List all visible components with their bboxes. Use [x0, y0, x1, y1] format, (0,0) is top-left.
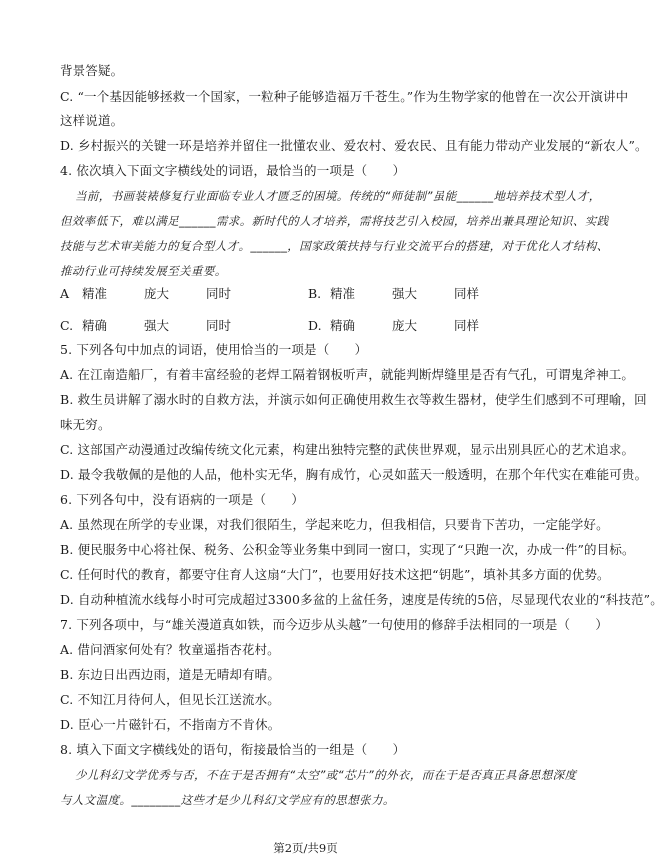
- option-word: 庞大: [143, 286, 169, 301]
- option-word: 精准: [81, 286, 107, 301]
- question-7-stem: 7. 下列各项中，与“雄关漫道真如铁，而今迈步从头越”一句使用的修辞手法相同的一项是（ ）: [60, 617, 609, 632]
- passage-line: 但效率低下，难以满足______需求。新时代的人才培养，需将技艺引入校园，培养出兼具理论知识、实践: [60, 214, 609, 228]
- q6-option-d: D. 自动种植流水线每小时可完成超过3300多盆的上盆任务，速度是传统的5倍，尽显现代农业的“科技范”。: [60, 592, 663, 607]
- question-5-stem: 5. 下列各句中加点的词语，使用恰当的一项是（ ）: [60, 342, 368, 357]
- q5-option-b: B. 救生员讲解了溺水时的自救方法，并演示如何正确使用救生衣等救生器材，使学生们感到不可理喻，回: [60, 392, 647, 407]
- option-word: 同时: [205, 318, 231, 333]
- passage-line: 技能与艺术审美能力的复合型人才。______，国家政策扶持与行业交流平台的搭建，对于优化人才结构、: [60, 239, 609, 253]
- text-line: 这样说道。: [60, 113, 124, 128]
- q7-option-d: D. 臣心一片磁针石，不指南方不肯休。: [60, 717, 281, 732]
- option-key: A: [60, 286, 70, 301]
- passage-line: 与人文温度。________这些才是少儿科幻文学应有的思想张力。: [60, 793, 395, 807]
- q6-option-a: A. 虽然现在所学的专业课，对我们很陌生，学起来吃力，但我相信，只要肯下苦功，一定能学好。: [60, 517, 609, 532]
- option-key: B.: [308, 286, 322, 301]
- text-line: 味无穷。: [60, 417, 111, 432]
- option-key: D.: [308, 318, 322, 333]
- option-key: C.: [60, 318, 74, 333]
- q5-option-c: C. 这部国产动漫通过改编传统文化元素，构建出独特完整的武侠世界观，显示出别具匠心的艺术追求。: [60, 442, 635, 457]
- q6-option-b: B. 便民服务中心将社保、税务、公积金等业务集中到同一窗口，实现了“只跑一次，办成一件”的目标。: [60, 542, 635, 557]
- q5-option-d: D. 最令我敬佩的是他的人品，他朴实无华，胸有成竹，心灵如蓝天一般透明，在那个年代实在难能可贵。: [60, 467, 648, 482]
- q4-option-a: [60, 285, 264, 303]
- option-d-line: D. 乡村振兴的关键一环是培养并留住一批懂农业、爱农村、爱农民、且有能力带动产业发展的“新农人”。: [60, 138, 648, 153]
- option-c-line: C. “一个基因能够拯救一个国家，一粒种子能够造福万千苍生。”作为生物学家的他曾在一次公开演讲中: [60, 89, 629, 104]
- passage-line: 推动行业可持续发展至关重要。: [60, 264, 227, 278]
- q6-option-c: C. 任何时代的教育，都要守住育人这扇“大门”，也要用好技术这把“钥匙”，填补其多方面的优势。: [60, 567, 610, 582]
- option-word: 庞大: [391, 318, 417, 333]
- q4-option-b: [308, 285, 512, 303]
- q5-option-a: A. 在江南造船厂，有着丰富经验的老焊工隔着钢板听声，就能判断焊缝里是否有气孔，可谓鬼斧神工。: [60, 367, 635, 382]
- option-word: 同时: [205, 286, 231, 301]
- q4-option-c: [60, 317, 264, 335]
- passage-line: 少儿科幻文学优秀与否，不在于是否拥有“太空”或“芯片”的外衣，而在于是否真正具备思想深度: [75, 768, 577, 782]
- question-6-stem: 6. 下列各句中，没有语病的一项是（ ）: [60, 492, 305, 507]
- page-number: 第2页/共9页: [273, 841, 338, 855]
- option-word: 同样: [453, 286, 479, 301]
- q7-option-b: B. 东边日出西边雨，道是无晴却有晴。: [60, 667, 280, 682]
- option-word: 同样: [453, 318, 479, 333]
- option-word: 精确: [81, 318, 107, 333]
- passage-line: 当前，书画装裱修复行业面临专业人才匮乏的困境。传统的“师徒制”虽能______地培养技术型人才，: [75, 189, 601, 203]
- q7-option-a: A. 借问酒家何处有？牧童遥指杏花村。: [60, 642, 280, 657]
- question-4-stem: 4. 依次填入下面文字横线处的词语，最恰当的一项是（ ）: [60, 163, 406, 178]
- text-line: 背景答疑。: [60, 63, 124, 78]
- option-word: 精确: [329, 318, 355, 333]
- q7-option-c: C. 不知江月待何人，但见长江送流水。: [60, 692, 280, 707]
- option-word: 强大: [391, 286, 417, 301]
- question-8-stem: 8. 填入下面文字横线处的语句，衔接最恰当的一组是（ ）: [60, 742, 406, 757]
- option-word: 精准: [329, 286, 355, 301]
- option-word: 强大: [143, 318, 169, 333]
- q4-option-d: [308, 317, 512, 335]
